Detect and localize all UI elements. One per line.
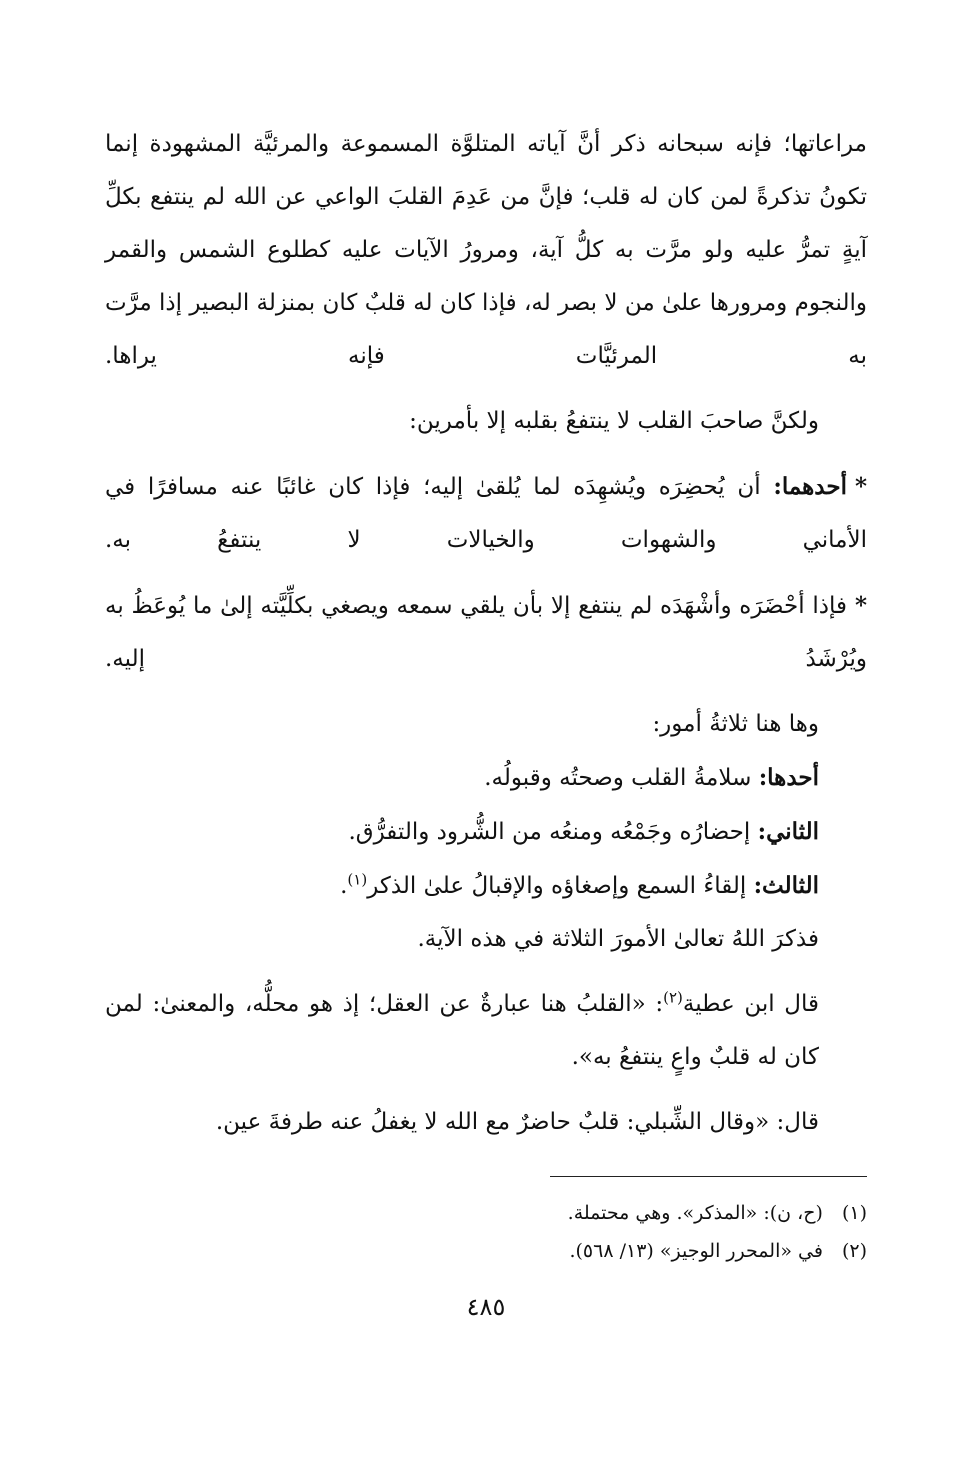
- page-number: ٤٨٥: [466, 1293, 506, 1321]
- paragraph-7-text: إحضارُه وجَمْعُه ومنعُه من الشُّرود والتفرُّق.: [348, 819, 751, 845]
- paragraph-6-lead: أحدها:: [758, 764, 819, 791]
- paragraph-2: [105, 395, 867, 448]
- paragraph-3-text: أن يُحضِرَه ويُشهِدَه لما يُلقىٰ إليه؛ فإذا كان غائبًا عنه مسافرًا في الأماني والشهوات والخيالات لا ينتفعُ به.: [105, 474, 867, 553]
- paragraph-4-text: فإذا أحْضَرَه وأشْهَدَه لم ينتفع إلا بأن يلقي سمعه ويصغي بكلِّيَّته إلىٰ ما يُوعَظُ به ويُرْشَدُ إليه.: [105, 593, 867, 672]
- paragraph-2-text: ولكنَّ صاحبَ القلب لا ينتفعُ بقلبه إلا بأمرين:: [409, 408, 819, 434]
- paragraph-1: [105, 118, 867, 383]
- footnote-text: (ح، ن): «المذكر». وهي محتملة.: [567, 1202, 823, 1224]
- paragraph-3-lead: أحدهما:: [773, 473, 847, 500]
- paragraph-8: [105, 859, 867, 913]
- paragraph-3: [105, 460, 867, 567]
- footnote-number: (٢): [841, 1240, 867, 1262]
- paragraph-1-text: مراعاتها؛ فإنه سبحانه ذكر أنَّ آياته المتلوَّة المسموعة والمرئيَّة المشهودة إنما تكونُ تذكرةً لمن كان له قلب؛ فإنَّ من عَدِمَ القلبَ الواعي عن الله لم ينتفع بكلِّ آيةٍ تمرُّ عليه ولو مرَّت به كلُّ آية، ومرورُ الآيات عليه كطلوع الشمس والقمر والنجوم ومرورها علىٰ من لا بصر له، فإذا كان له قلبٌ كان بمنزلة البصير إذا مرَّت به المرئيَّات فإنه يراها.: [105, 131, 867, 369]
- star-marker: *: [854, 592, 867, 619]
- paragraph-10-lead: قال ابن عطية: [682, 991, 819, 1017]
- footnote-number: (١): [841, 1202, 867, 1224]
- paragraph-10-text: : «القلبُ هنا عبارةٌ عن العقل؛ إذ هو محلُّه، والمعنىٰ: لمن كان له قلبٌ واعٍ ينتفعُ به».: [105, 991, 819, 1070]
- footnote-divider: [550, 1176, 867, 1177]
- paragraph-11: [105, 1096, 867, 1149]
- footnote-2: [105, 1232, 867, 1270]
- paragraph-7: [105, 805, 867, 859]
- footnote-ref-1: (١): [347, 870, 368, 889]
- paragraph-9-text: فذكرَ اللهُ تعالىٰ الأمورَ الثلاثة في هذه الآية.: [417, 926, 819, 952]
- paragraph-6-text: سلامةُ القلب وصحتُه وقبولُه.: [484, 765, 752, 791]
- footnote-1: [105, 1194, 867, 1232]
- paragraph-5: [105, 698, 867, 751]
- paragraph-8-text: إلقاءُ السمع وإصغاؤه والإقبالُ علىٰ الذكر: [367, 873, 747, 899]
- footnotes: [105, 1194, 867, 1270]
- paragraph-7-lead: الثاني:: [757, 818, 819, 845]
- star-marker: *: [854, 473, 868, 500]
- paragraph-8-end: .: [340, 873, 348, 899]
- paragraph-4: [105, 579, 867, 686]
- paragraph-8-lead: الثالث:: [753, 872, 819, 899]
- main-text: [105, 118, 867, 1149]
- paragraph-11-text: قال: «وقال الشِّبلي: قلبٌ حاضرٌ مع الله لا يغفلُ عنه طرفةَ عين.: [215, 1109, 819, 1135]
- footnote-ref-2: (٢): [663, 988, 683, 1007]
- paragraph-5-text: وها هنا ثلاثةُ أمور:: [652, 711, 819, 737]
- book-page: [105, 118, 867, 1477]
- paragraph-6: [105, 751, 867, 805]
- paragraph-10: [105, 978, 867, 1084]
- footnote-text: في «المحرر الوجيز» (١٣/ ٥٦٨).: [569, 1240, 823, 1262]
- paragraph-9: [105, 913, 867, 966]
